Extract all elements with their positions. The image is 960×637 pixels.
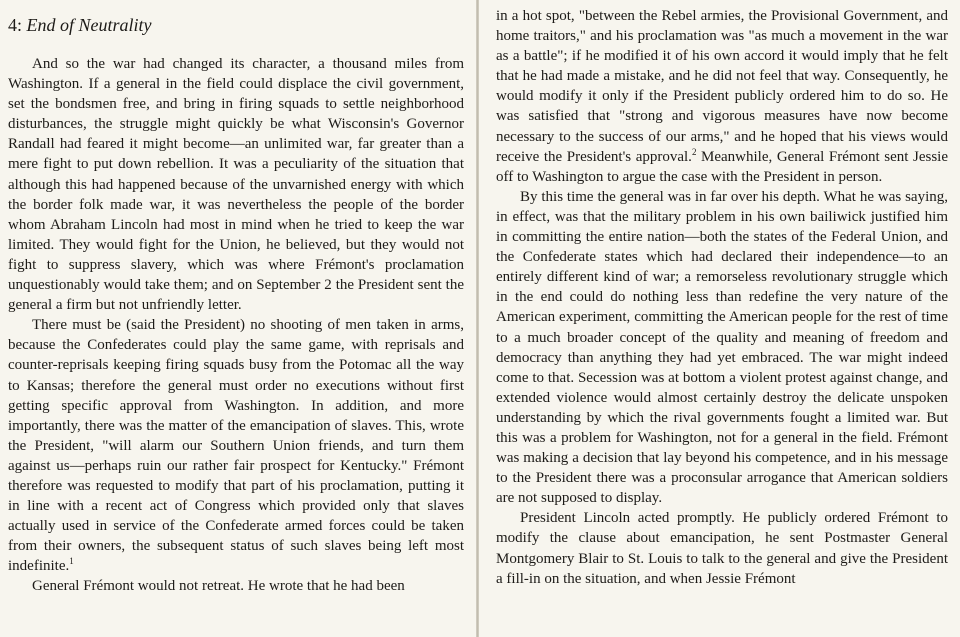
paragraph: President Lincoln acted promptly. He publicly ordered Frémont to modify the clause about emancipation, he sent Postmaster General Montgomery Blair to St. Louis to talk to the general and give the President a fill-in on the situation, and when Jessie Frémont xyxy=(496,510,948,587)
page-gutter xyxy=(476,0,479,637)
footnote-marker: 1 xyxy=(69,556,74,567)
paragraph: There must be (said the President) no shooting of men taken in arms, because the Confederates could play the same game, with reprisals and counter-reprisals keeping firing squads busy from the Potomac all the way to Kansas; therefore the general must order no executions without first getting specific approval from Washington. In addition, and more importantly, there was the matter of the emancipation of slaves. This, wrote the President, "will alarm our Southern Union friends, and turn them against us—perhaps ruin our rather fair prospect for Kentucky." Frémont therefore was requested to modify that part of his proclamation, putting it in line with a recent act of Congress which provided only that slaves actually used in service of the Confederate armed forces could be taken from their owners, the subsequent status of such slaves being left most indefinite.$^1$ xyxy=(8,317,464,575)
chapter-heading xyxy=(8,14,464,36)
chapter-number: 4: xyxy=(8,15,23,35)
paragraph: By this time the general was in far over his depth. What he was saying, in effect, was that the military problem in his own bailiwick justified him in committing the entire nation—both the states of the Federal Union, and the Confederate states which had declared their independence—to an entirely different kind of war; a remorseless revolutionary struggle which in the end could do nothing less than redefine the very nature of the American experiment, committing the American people for the rest of time to a much broader concept of the quality and meaning of freedom and democracy than anything they had yet embraced. The war might indeed come to that. Secession was at bottom a violent protest against change, and extended violence would almost certainly destroy the delicate unspoken understanding by which the rival governments fought a limited war. But this was a problem for Washington, not for a general in the field. Frémont was making a decision that lay beyond his competence, and in his message to the President there was a proconsular arrogance that American soldiers are not supposed to display. xyxy=(496,188,948,507)
paragraph: in a hot spot, "between the Rebel armies, the Provisional Government, and home traitors," and his proclamation was "as much a movement in the war as a battle"; if he modified it of his own accord it would imply that he felt that he had made a mistake, and he did not feel that way. Consequently, he would modify it only if the President publicly ordered him to do so. He was satisfied that "strong and vigorous measures have now become necessary to the success of our arms," and he hoped that his views would receive the President's approval.$^2$ Meanwhile, General Frémont sent Jessie off to Washington to argue the case with the President in person. xyxy=(496,8,948,185)
chapter-title: End of Neutrality xyxy=(26,15,152,35)
footnote-marker: 2 xyxy=(691,146,697,157)
paragraph: And so the war had changed its character, a thousand miles from Washington. If a general in the field could displace the civil government, set the bondsmen free, and bring in firing squads to settle neighborhood disturbances, the struggle might quickly be what Wisconsin's Governor Randall had feared it might become—an unlimited war, far greater than a mere fight to put down rebellion. It was a peculiarity of the situation that although this had happened because of the unvarnished energy with which the border folk made war, it was nevertheless the people of the border whom Abraham Lincoln had most in mind when he tried to keep the war limited. They would fight for the Union, he believed, but they would not fight to suppress slavery, which was where Frémont's proclamation unquestionably would take them; and on September 2 the President sent the general a firm but not unfriendly letter. xyxy=(8,56,464,314)
left-page xyxy=(0,0,478,637)
right-page xyxy=(480,0,960,637)
paragraph: General Frémont would not retreat. He wrote that he had been xyxy=(32,578,405,595)
